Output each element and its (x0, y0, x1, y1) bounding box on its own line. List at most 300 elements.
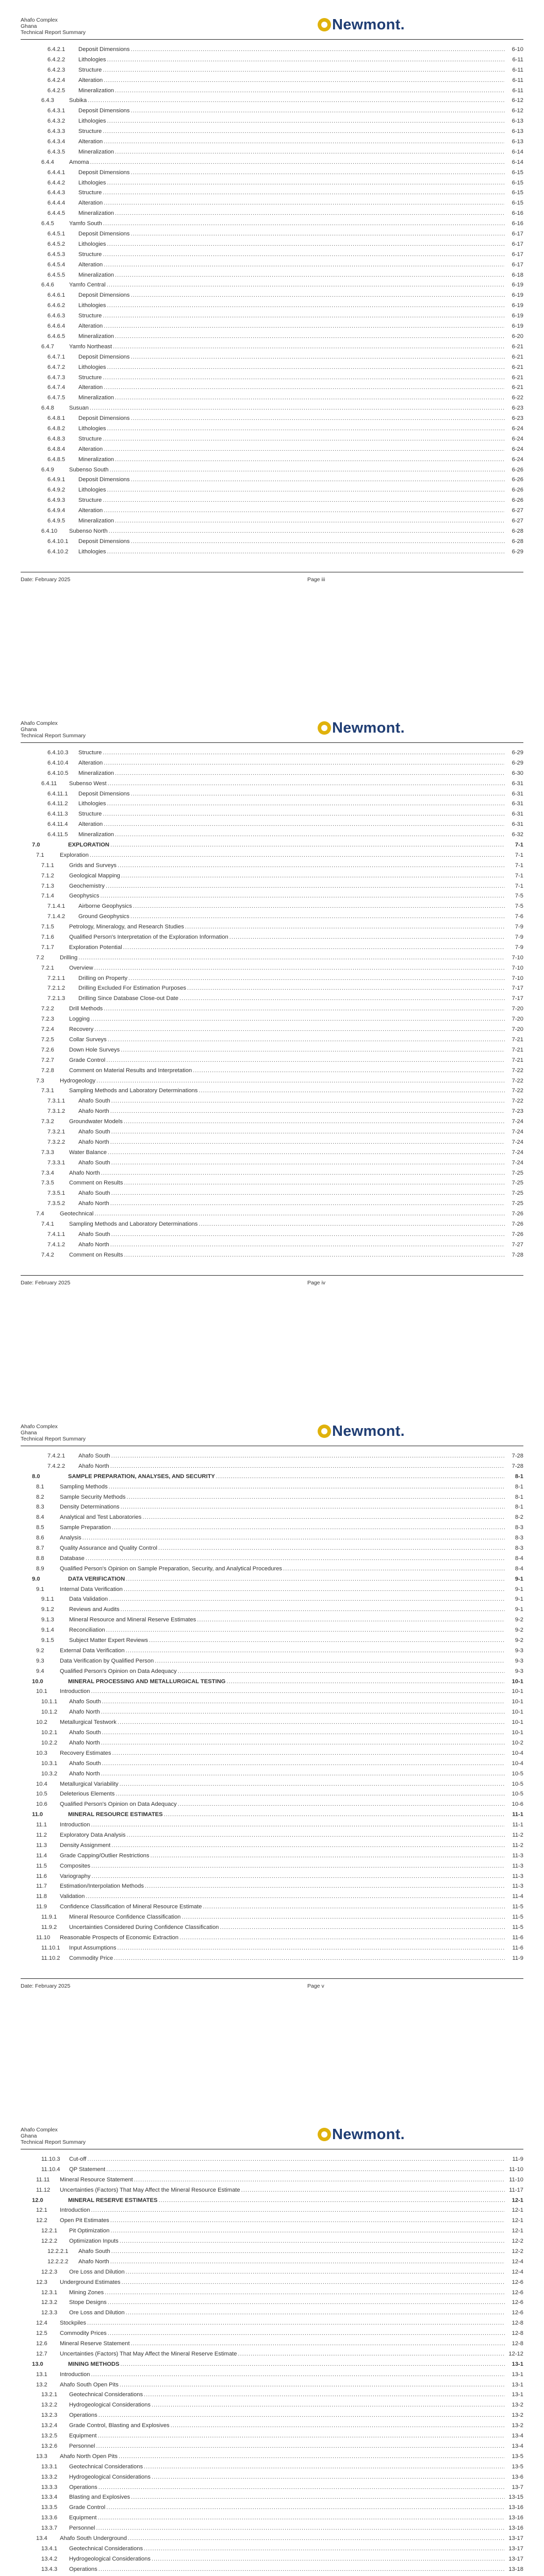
toc-entry-text: Drilling Since Database Close-out Date (78, 995, 179, 1002)
toc-entry[interactable] (0, 1625, 544, 1636)
toc-entry[interactable] (0, 1780, 544, 1790)
toc-entry[interactable] (0, 1230, 544, 1240)
toc-leader-dots (107, 363, 505, 373)
toc-entry[interactable] (0, 1902, 544, 1912)
toc-entry[interactable] (0, 198, 544, 209)
toc-entry[interactable] (0, 1800, 544, 1810)
toc-entry[interactable] (0, 2565, 544, 2575)
toc-entry-number: 8.0 (32, 1473, 40, 1480)
toc-entry[interactable] (0, 1138, 544, 1148)
toc-entry[interactable] (0, 1769, 544, 1780)
toc-entry[interactable] (0, 1687, 544, 1697)
toc-entry[interactable] (0, 891, 544, 902)
toc-entry-number: 7.3.2.2 (47, 1139, 65, 1145)
toc-entry[interactable] (0, 1066, 544, 1076)
toc-entry[interactable] (0, 1923, 544, 1933)
toc-entry[interactable] (0, 219, 544, 229)
toc-entry[interactable] (0, 2267, 544, 2278)
toc-entry[interactable] (0, 902, 544, 912)
toc-entry[interactable] (0, 1250, 544, 1261)
toc-entry-text: Geotechnical Considerations (69, 2392, 143, 2398)
toc-entry[interactable] (0, 1841, 544, 1851)
toc-entry[interactable] (0, 1749, 544, 1759)
toc-entry[interactable] (0, 2390, 544, 2400)
toc-entry[interactable] (0, 455, 544, 465)
toc-entry-text: Deposit Dimensions (78, 46, 130, 53)
toc-entry-text: Ahafo South (78, 1098, 110, 1105)
toc-entry-title (78, 2247, 505, 2257)
toc-entry[interactable] (0, 137, 544, 147)
toc-entry[interactable] (0, 2554, 544, 2565)
toc-entry[interactable] (0, 1240, 544, 1250)
toc-entry-title (78, 2257, 505, 2267)
toc-entry[interactable] (0, 1533, 544, 1544)
toc-entry[interactable] (0, 2206, 544, 2216)
toc-entry[interactable] (0, 2226, 544, 2236)
toc-entry[interactable] (0, 188, 544, 198)
toc-entry-page: 13-1 (512, 2361, 523, 2367)
toc-entry[interactable] (0, 1564, 544, 1574)
toc-entry-text: Sample Security Methods (60, 1494, 126, 1500)
toc-entry[interactable] (0, 2421, 544, 2431)
toc-entry[interactable] (0, 1892, 544, 1902)
toc-entry[interactable] (0, 984, 544, 994)
toc-entry-page: 7-25 (512, 1170, 523, 1176)
toc-entry-page: 6-21 (512, 343, 523, 350)
toc-entry[interactable] (0, 2513, 544, 2523)
toc-entry[interactable] (0, 393, 544, 403)
toc-leader-dots (142, 1513, 505, 1523)
toc-entry[interactable] (0, 830, 544, 840)
toc-entry-title (69, 280, 505, 291)
toc-leader-dots (91, 1687, 505, 1697)
toc-entry-title (78, 809, 505, 820)
toc-entry-page: 11-9 (512, 2156, 523, 2162)
toc-entry-page: 6-28 (512, 538, 523, 545)
toc-entry[interactable] (0, 2329, 544, 2339)
toc-leader-dots (103, 311, 505, 321)
toc-entry[interactable] (0, 1189, 544, 1199)
toc-entry[interactable] (0, 922, 544, 933)
toc-entry[interactable] (0, 2380, 544, 2391)
toc-entry[interactable] (0, 1168, 544, 1179)
toc-entry[interactable] (0, 851, 544, 861)
toc-entry-number: 6.4.7.4 (47, 384, 65, 391)
toc-entry[interactable] (0, 1810, 544, 1820)
toc-entry[interactable] (0, 1882, 544, 1892)
toc-entry[interactable] (0, 2339, 544, 2349)
toc-entry[interactable] (0, 1738, 544, 1749)
toc-entry[interactable] (0, 820, 544, 830)
toc-entry[interactable] (0, 953, 544, 963)
toc-entry[interactable] (0, 758, 544, 769)
toc-entry[interactable] (0, 1718, 544, 1728)
toc-entry[interactable] (0, 974, 544, 984)
toc-entry[interactable] (0, 809, 544, 820)
toc-entry[interactable] (0, 2257, 544, 2267)
toc-entry-number: 7.3.1.1 (47, 1098, 65, 1105)
toc-entry-title (78, 789, 505, 800)
toc-entry[interactable] (0, 2308, 544, 2318)
toc-entry[interactable] (0, 2523, 544, 2534)
toc-entry[interactable] (0, 2196, 544, 2206)
toc-entry-number: 6.4.3.4 (47, 139, 65, 145)
toc-entry[interactable] (0, 1574, 544, 1585)
toc-entry[interactable] (0, 1451, 544, 1462)
toc-leader-dots (104, 820, 505, 830)
toc-entry-text: Subject Matter Expert Reviews (69, 1637, 148, 1644)
toc-entry-number: 7.2.7 (41, 1057, 54, 1063)
toc-entry[interactable] (0, 445, 544, 455)
toc-entry[interactable] (0, 1544, 544, 1554)
toc-entry-page: 8-4 (515, 1555, 523, 1562)
toc-entry-page: 10-5 (512, 1770, 523, 1777)
toc-entry[interactable] (0, 943, 544, 953)
toc-entry[interactable] (0, 240, 544, 250)
toc-entry[interactable] (0, 352, 544, 363)
toc-entry[interactable] (0, 779, 544, 789)
toc-entry[interactable] (0, 1004, 544, 1014)
toc-entry[interactable] (0, 506, 544, 516)
newmont-logo (318, 15, 405, 34)
toc-entry-title (69, 871, 505, 882)
toc-leader-dots (171, 2421, 505, 2431)
toc-entry[interactable] (0, 1820, 544, 1831)
toc-entry[interactable] (0, 1861, 544, 1872)
toc-entry-page: 9-3 (515, 1668, 523, 1674)
toc-entry-text: Variography (60, 1873, 91, 1879)
toc-entry[interactable] (0, 2452, 544, 2462)
toc-entry-text: Ahafo South (78, 1159, 110, 1166)
toc-entry[interactable] (0, 1076, 544, 1087)
toc-entry[interactable] (0, 1148, 544, 1158)
toc-entry-number: 7.4.2.1 (47, 1453, 65, 1459)
toc-entry-number: 9.1.3 (41, 1617, 54, 1623)
toc-entry[interactable] (0, 485, 544, 496)
toc-entry[interactable] (0, 127, 544, 137)
toc-entry[interactable] (0, 363, 544, 373)
toc-entry[interactable] (0, 147, 544, 158)
toc-leader-dots (115, 209, 505, 219)
toc-entry-title (78, 1240, 505, 1250)
toc-entry-title (78, 332, 505, 342)
toc-entry-number: 11.9 (36, 1904, 47, 1910)
toc-leader-dots (104, 506, 505, 516)
toc-entry-title (78, 455, 505, 465)
toc-entry[interactable] (0, 2360, 544, 2370)
toc-entry-page: 7-25 (512, 1200, 523, 1207)
toc-entry[interactable] (0, 2472, 544, 2483)
toc-entry[interactable] (0, 373, 544, 383)
toc-leader-dots (103, 127, 505, 137)
toc-entry[interactable] (0, 1954, 544, 1964)
toc-entry[interactable] (0, 342, 544, 352)
toc-entry[interactable] (0, 1615, 544, 1625)
toc-entry[interactable] (0, 1502, 544, 1513)
toc-leader-dots (115, 332, 505, 342)
toc-entry[interactable] (0, 1035, 544, 1045)
toc-entry[interactable] (0, 2349, 544, 2360)
toc-entry[interactable] (0, 280, 544, 291)
toc-entry[interactable] (0, 1482, 544, 1493)
toc-entry[interactable] (0, 2155, 544, 2165)
toc-entry[interactable] (0, 516, 544, 527)
toc-entry[interactable] (0, 311, 544, 321)
toc-entry[interactable] (0, 1667, 544, 1677)
toc-entry[interactable] (0, 933, 544, 943)
toc-leader-dots (109, 1595, 505, 1605)
toc-entry-text: Comment on Results (69, 1180, 123, 1187)
toc-entry[interactable] (0, 2185, 544, 2196)
toc-entry[interactable] (0, 2431, 544, 2442)
toc-entry-text: Drilling (60, 954, 78, 961)
toc-entry[interactable] (0, 547, 544, 557)
toc-entry-title (78, 902, 505, 912)
toc-entry-number: 6.4.2.5 (47, 87, 65, 94)
toc-leader-dots (131, 414, 505, 424)
toc-entry-number: 13.3.7 (41, 2525, 58, 2532)
toc-entry[interactable] (0, 1656, 544, 1667)
toc-entry-title (69, 2483, 505, 2493)
toc-entry-text: Alteration (78, 139, 103, 145)
toc-entry-number: 6.4.2.2 (47, 56, 65, 63)
toc-leader-dots (178, 1800, 505, 1810)
toc-entry[interactable] (0, 76, 544, 86)
toc-entry[interactable] (0, 2493, 544, 2503)
toc-entry-number: 13.0 (32, 2361, 43, 2367)
toc-entry[interactable] (0, 65, 544, 76)
toc-entry[interactable] (0, 799, 544, 809)
toc-entry[interactable] (0, 1595, 544, 1605)
toc-entry[interactable] (0, 291, 544, 301)
toc-entry[interactable] (0, 178, 544, 189)
toc-entry-title (69, 922, 505, 933)
toc-entry-number: 11.10 (36, 1934, 51, 1941)
toc-entry[interactable] (0, 2236, 544, 2247)
toc-entry-title (69, 963, 505, 974)
toc-entry[interactable] (0, 1472, 544, 1482)
toc-entry[interactable] (0, 1107, 544, 1117)
toc-entry[interactable] (0, 1646, 544, 1656)
toc-entry-page: 10-1 (512, 1688, 523, 1695)
toc-entry[interactable] (0, 2442, 544, 2452)
toc-entry-text: Deposit Dimensions (78, 790, 130, 797)
toc-entry-number: 7.3.1 (41, 1088, 54, 1094)
toc-entry[interactable] (0, 537, 544, 547)
toc-entry[interactable] (0, 2462, 544, 2472)
toc-entry[interactable] (0, 527, 544, 537)
toc-entry[interactable] (0, 1636, 544, 1646)
toc-entry-number: 8.2 (36, 1494, 44, 1500)
toc-entry[interactable] (0, 1014, 544, 1025)
toc-entry-number: 10.2.2 (41, 1739, 58, 1746)
toc-entry-title (60, 1544, 505, 1554)
toc-entry[interactable] (0, 229, 544, 240)
toc-entry[interactable] (0, 86, 544, 96)
toc-entry-title (78, 984, 505, 994)
toc-entry[interactable] (0, 1199, 544, 1209)
toc-entry[interactable] (0, 840, 544, 851)
toc-entry-title (78, 383, 505, 393)
toc-entry-page: 7-26 (512, 1211, 523, 1217)
toc-entry-page: 12-4 (512, 2258, 523, 2265)
toc-entry-title (60, 1749, 505, 1759)
toc-entry[interactable] (0, 2503, 544, 2513)
toc-entry[interactable] (0, 434, 544, 445)
toc-leader-dots (126, 2308, 505, 2318)
toc-entry[interactable] (0, 861, 544, 871)
toc-entry[interactable] (0, 2278, 544, 2288)
toc-entry-text: QP Statement (69, 2166, 106, 2173)
toc-entry[interactable] (0, 1025, 544, 1035)
toc-entry[interactable] (0, 250, 544, 260)
toc-entry[interactable] (0, 1872, 544, 1882)
toc-entry[interactable] (0, 1462, 544, 1472)
toc-entry[interactable] (0, 912, 544, 922)
toc-entry[interactable] (0, 2400, 544, 2411)
toc-entry-page: 12-6 (512, 2310, 523, 2316)
toc-entry[interactable] (0, 882, 544, 892)
toc-entry[interactable] (0, 994, 544, 1004)
toc-entry-number: 13.3.3 (41, 2484, 58, 2490)
toc-entry-page: 7-27 (512, 1241, 523, 1248)
toc-entry[interactable] (0, 2298, 544, 2308)
toc-entry-title (69, 1086, 505, 1096)
toc-leader-dots (103, 434, 505, 445)
toc-entry[interactable] (0, 1912, 544, 1923)
toc-entry[interactable] (0, 1933, 544, 1943)
toc-entry[interactable] (0, 158, 544, 168)
toc-entry[interactable] (0, 270, 544, 281)
toc-entry[interactable] (0, 789, 544, 800)
toc-entry[interactable] (0, 96, 544, 106)
toc-entry-text: Ahafo South (78, 1453, 110, 1459)
toc-entry[interactable] (0, 769, 544, 779)
toc-entry[interactable] (0, 1493, 544, 1503)
toc-entry-title (69, 1615, 505, 1625)
header-line3: Technical Report Summary (21, 29, 86, 36)
toc-entry[interactable] (0, 1117, 544, 1127)
toc-entry[interactable] (0, 1096, 544, 1107)
toc-entry[interactable] (0, 2247, 544, 2257)
toc-entry[interactable] (0, 2483, 544, 2493)
toc-entry-page: 11-4 (512, 1893, 523, 1900)
toc-entry[interactable] (0, 1851, 544, 1861)
toc-entry-number: 6.4.6.3 (47, 313, 65, 319)
toc-entry[interactable] (0, 1127, 544, 1138)
toc-leader-dots (115, 270, 505, 281)
toc-entry[interactable] (0, 1554, 544, 1564)
toc-entry-page: 9-1 (515, 1606, 523, 1613)
toc-entry-number: 10.0 (32, 1678, 43, 1685)
toc-entry[interactable] (0, 1831, 544, 1841)
toc-entry-number: 6.4.9.4 (47, 507, 65, 514)
toc-entry[interactable] (0, 496, 544, 506)
toc-entry[interactable] (0, 116, 544, 127)
toc-entry[interactable] (0, 1056, 544, 1066)
toc-leader-dots (101, 1738, 505, 1749)
toc-entry[interactable] (0, 1045, 544, 1056)
toc-entry[interactable] (0, 106, 544, 116)
toc-entry[interactable] (0, 1789, 544, 1800)
toc-entry[interactable] (0, 748, 544, 758)
toc-entry[interactable] (0, 414, 544, 424)
toc-leader-dots (131, 106, 505, 116)
toc-leader-dots (91, 2206, 505, 2216)
toc-entry[interactable] (0, 1219, 544, 1230)
toc-entry[interactable] (0, 260, 544, 270)
toc-entry[interactable] (0, 1178, 544, 1189)
toc-entry-number: 8.7 (36, 1545, 44, 1552)
toc-entry-text: Ahafo North (69, 1170, 100, 1176)
toc-entry[interactable] (0, 2370, 544, 2380)
toc-entry-page: 6-17 (512, 261, 523, 268)
toc-entry-page: 6-13 (512, 139, 523, 145)
toc-entry-text: Geological Mapping (69, 872, 120, 879)
toc-entry[interactable] (0, 1513, 544, 1523)
toc-entry-page: 12-2 (512, 2238, 523, 2245)
toc-entry[interactable] (0, 332, 544, 342)
toc-entry[interactable] (0, 871, 544, 882)
toc-leader-dots (107, 485, 505, 496)
toc-entry[interactable] (0, 2534, 544, 2544)
toc-entry[interactable] (0, 2288, 544, 2298)
toc-entry-title (69, 2226, 505, 2236)
toc-entry[interactable] (0, 475, 544, 485)
toc-entry-title (60, 2349, 505, 2360)
toc-entry[interactable] (0, 2165, 544, 2175)
toc-entry-text: SAMPLE PREPARATION, ANALYSES, AND SECURITY (68, 1473, 215, 1480)
toc-entry-page: 13-18 (508, 2566, 523, 2572)
toc-entry[interactable] (0, 1707, 544, 1718)
toc-entry[interactable] (0, 1585, 544, 1595)
toc-entry[interactable] (0, 1523, 544, 1533)
toc-entry[interactable] (0, 301, 544, 311)
toc-entry[interactable] (0, 1943, 544, 1954)
toc-entry[interactable] (0, 45, 544, 55)
toc-entry[interactable] (0, 1728, 544, 1738)
toc-leader-dots (152, 2554, 505, 2565)
toc-entry[interactable] (0, 55, 544, 65)
toc-entry[interactable] (0, 1697, 544, 1707)
toc-entry[interactable] (0, 1759, 544, 1769)
toc-entry[interactable] (0, 2544, 544, 2554)
toc-entry-text: Lithologies (78, 241, 106, 247)
toc-entry[interactable] (0, 2216, 544, 2226)
toc-entry[interactable] (0, 2411, 544, 2421)
toc-entry[interactable] (0, 321, 544, 332)
toc-entry-title (78, 424, 505, 434)
toc-entry[interactable] (0, 209, 544, 219)
toc-entry-title (60, 2216, 505, 2226)
toc-entry[interactable] (0, 465, 544, 476)
toc-entry[interactable] (0, 1158, 544, 1168)
toc-entry[interactable] (0, 2318, 544, 2329)
toc-leader-dots (149, 1636, 505, 1646)
toc-entry[interactable] (0, 1209, 544, 1219)
toc-entry[interactable] (0, 403, 544, 414)
toc-entry[interactable] (0, 1086, 544, 1096)
toc-leader-dots (110, 465, 505, 476)
toc-leader-dots (110, 1138, 505, 1148)
toc-entry[interactable] (0, 963, 544, 974)
toc-entry[interactable] (0, 168, 544, 178)
toc-entry[interactable] (0, 1677, 544, 1687)
toc-entry[interactable] (0, 1605, 544, 1615)
toc-entry[interactable] (0, 2175, 544, 2185)
toc-entry[interactable] (0, 383, 544, 393)
toc-entry[interactable] (0, 424, 544, 434)
